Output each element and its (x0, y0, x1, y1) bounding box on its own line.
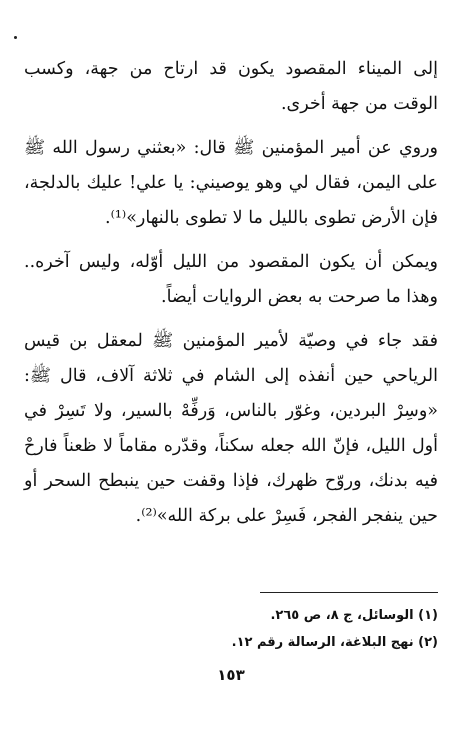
paragraph-1: إلى الميناء المقصود يكون قد ارتاح من جهة، وكسب الوقت من جهة أخرى. (24, 59, 438, 114)
paragraph-2: وروي عن أمير المؤمنين ﷺ قال: «بعثني رسول الله ﷺ على اليمن، فقال لي وهو يوصيني: يا علي! عليك بالدلجة، فإن الأرض تطوى بالليل ما لا تطوى بالنهار»⁽¹⁾. (24, 138, 438, 228)
page-number: ١٥٣ (217, 666, 245, 684)
paragraph-4: فقد جاء في وصيّة لأمير المؤمنين ﷺ لمعقل بن قيس الرياحي حين أنفذه إلى الشام في ثلاثة آلاف، قال ﷺ: «وسِرْ البردين، وغوّر بالناس، وَرفِّهْ بالسير، ولا تَسِرْ في أول الليل، فإنّ الله جعله سكناً، وقدّره مقاماً لا ظعناً فارحْ فيه بدنك، وروّح ظهرك، فإذا وقفت حين ينبطح السحر أو حين ينفجر الفجر، فَسِرْ على بركة الله»⁽²⁾. (24, 331, 438, 526)
margin-dot (14, 36, 17, 39)
page-body (24, 52, 438, 534)
footnotes (24, 602, 438, 656)
footnote-1: (١) الوسائل، ج ٨، ص ٢٦٥. (270, 608, 438, 623)
footnote-2: (٢) نهج البلاغة، الرسالة رقم ١٢. (231, 635, 438, 650)
paragraph-3: ويمكن أن يكون المقصود من الليل أوّله، وليس آخره.. وهذا ما صرحت به بعض الروايات أيضاً. (24, 252, 438, 307)
footnote-separator (260, 592, 438, 593)
